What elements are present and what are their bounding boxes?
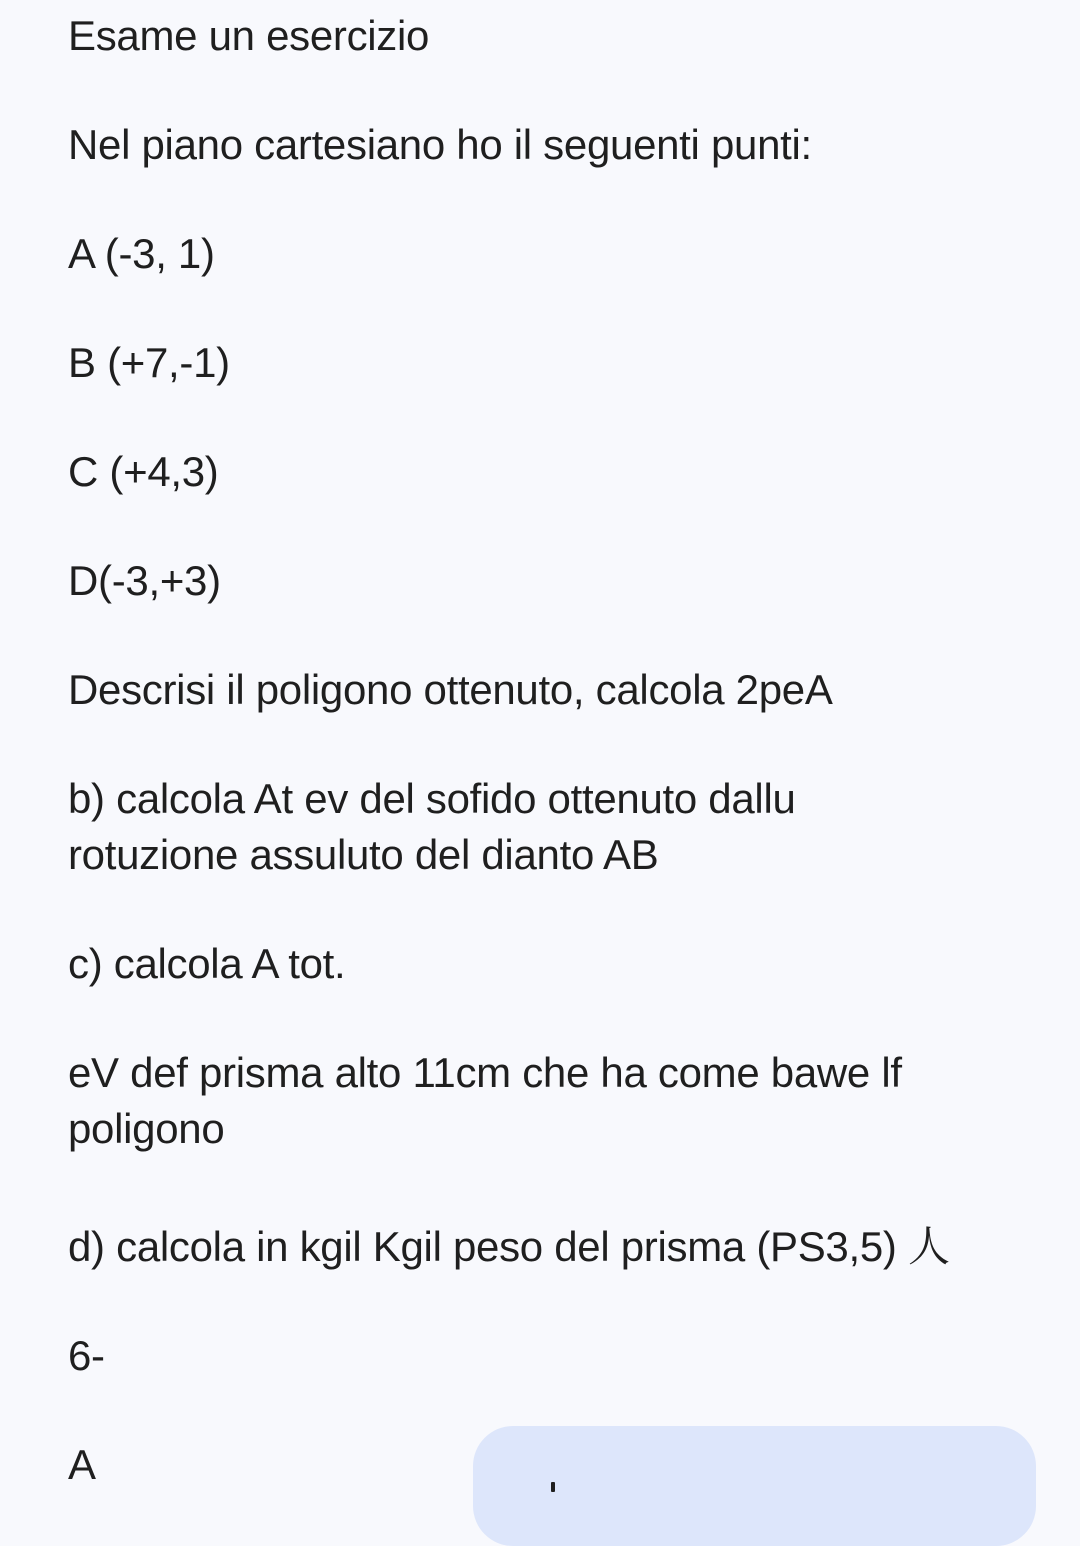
text-line-6: 6-: [68, 1332, 105, 1379]
text-line-point-d: D(-3,+3): [68, 557, 221, 604]
text-line-point-c: C (+4,3): [68, 448, 219, 495]
text-line-describe: Descrisi il poligono ottenuto, calcola 2peA: [68, 666, 833, 713]
text-line-c: c) calcola A tot.: [68, 940, 346, 987]
text-line-ev-2: poligono: [68, 1105, 225, 1152]
text-line-d: d) calcola in kgil Kgil peso del prisma (PS3,5) 人: [68, 1223, 950, 1270]
text-line-title: Esame un esercizio: [68, 12, 430, 59]
text-line-ev-1: eV def prisma alto 11cm che ha come bawe lf: [68, 1049, 902, 1096]
text-line-b-2: rotuzione assuluto del dianto AB: [68, 831, 659, 878]
text-line-b-1: b) calcola At ev del sofido ottenuto dallu: [68, 775, 796, 822]
bottom-action-panel[interactable]: [473, 1426, 1036, 1546]
panel-indicator-icon: [551, 1482, 555, 1492]
text-line-intro: Nel piano cartesiano ho il seguenti punti:: [68, 121, 812, 168]
text-line-a: A: [68, 1441, 96, 1488]
text-line-point-a: A (-3, 1): [68, 230, 215, 277]
text-line-point-b: B (+7,-1): [68, 339, 230, 386]
